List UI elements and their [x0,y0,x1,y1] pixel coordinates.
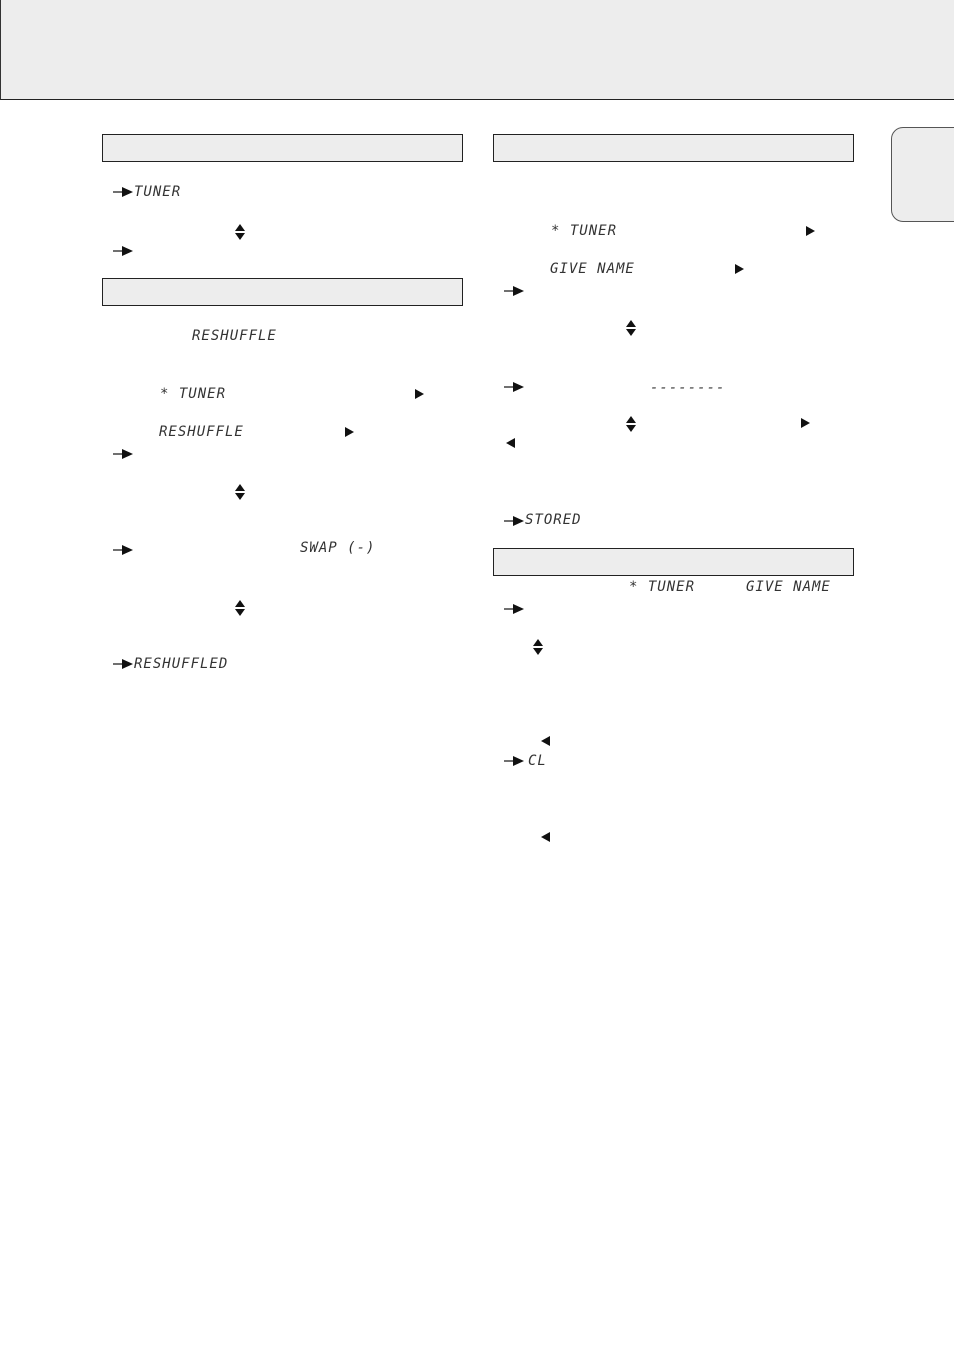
triangle-right-icon [806,226,815,236]
clear-display: CL [528,753,547,769]
triangle-right-icon [345,427,354,437]
result-arrow-icon [504,286,524,296]
triangle-right-icon [801,418,810,428]
reshuffle-intro-display: RESHUFFLE [192,328,277,344]
result-arrow-icon [113,545,133,555]
up-down-icon [235,484,245,500]
section-bar-2 [102,278,463,306]
section-bar-3 [493,134,854,162]
up-down-icon [626,416,636,432]
menu-tuner-display: * TUNER [160,386,227,402]
result-arrow-icon [113,659,133,669]
menu-tuner-display: * TUNER [629,579,696,595]
section-bar-1 [102,134,463,162]
language-side-tab [891,127,954,222]
menu-reshuffle-display: RESHUFFLE [159,424,244,440]
tuner-display: TUNER [134,184,182,200]
result-arrow-icon [504,604,524,614]
triangle-right-icon [415,389,424,399]
result-arrow-icon [504,382,524,392]
stored-display: STORED [525,512,582,528]
triangle-left-icon [541,832,550,842]
up-down-icon [235,600,245,616]
name-placeholder-display: -------- [650,380,726,396]
result-arrow-icon [113,449,133,459]
header-band [0,0,954,100]
reshuffled-display: RESHUFFLED [134,656,229,672]
triangle-left-icon [506,438,515,448]
triangle-right-icon [735,264,744,274]
give-name-display: GIVE NAME [550,261,635,277]
menu-tuner-display: * TUNER [551,223,618,239]
result-arrow-icon [113,246,133,256]
up-down-icon [235,224,245,240]
result-arrow-icon [504,756,524,766]
give-name-display: GIVE NAME [746,579,831,595]
swap-display: SWAP (-) [300,540,376,556]
up-down-icon [533,639,543,655]
up-down-icon [626,320,636,336]
section-bar-4 [493,548,854,576]
result-arrow-icon [504,516,524,526]
triangle-left-icon [541,736,550,746]
result-arrow-icon [113,187,133,197]
